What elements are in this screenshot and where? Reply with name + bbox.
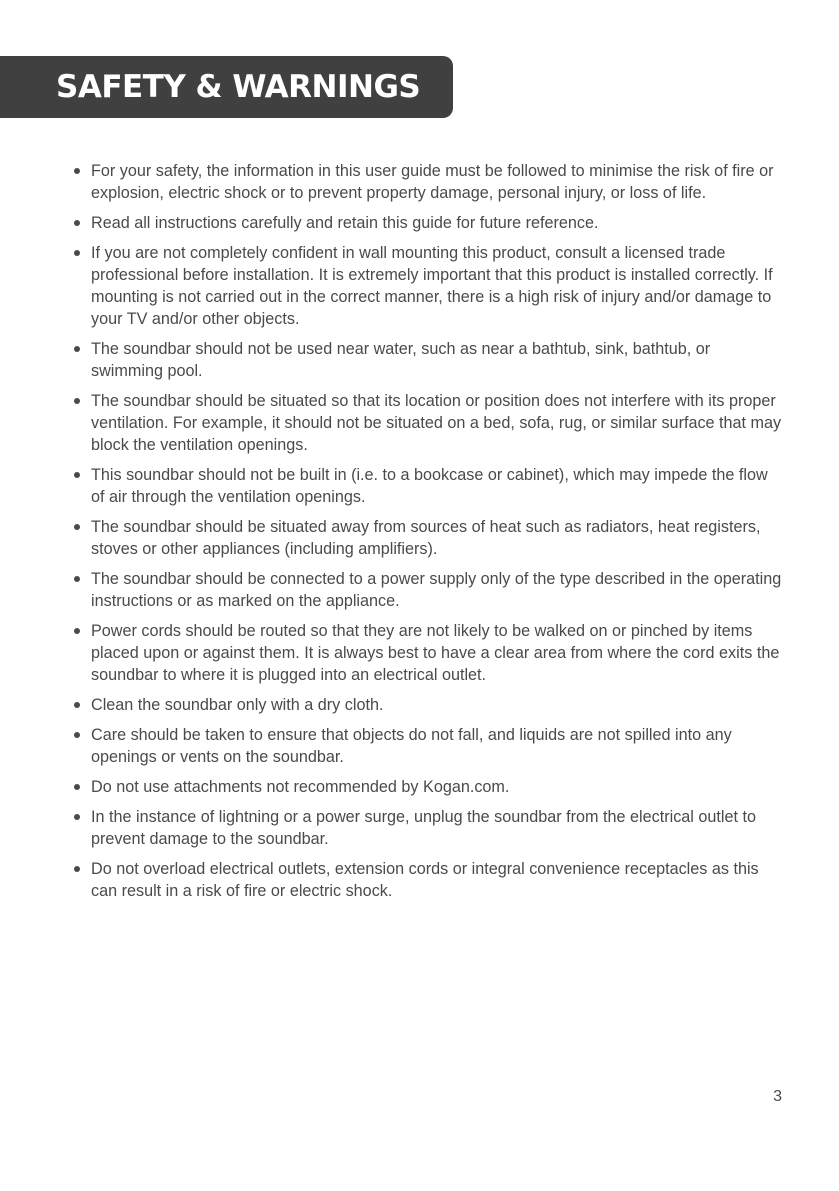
bullet-icon bbox=[74, 814, 80, 820]
warning-text: The soundbar should be connected to a power supply only of the type described in the operating instructions or as marked on the appliance. bbox=[91, 570, 782, 610]
warning-text: Read all instructions carefully and retain this guide for future reference. bbox=[91, 214, 599, 232]
bullet-icon bbox=[74, 732, 80, 738]
bullet-icon bbox=[74, 628, 80, 634]
warning-item bbox=[72, 338, 784, 382]
warning-item bbox=[72, 390, 784, 456]
warning-item bbox=[72, 212, 784, 234]
safety-warnings-list bbox=[72, 160, 784, 910]
warning-item bbox=[72, 724, 784, 768]
warning-text: In the instance of lightning or a power surge, unplug the soundbar from the electrical outlet to prevent damage to the soundbar. bbox=[91, 808, 756, 848]
warning-text: Clean the soundbar only with a dry cloth. bbox=[91, 696, 384, 714]
bullet-icon bbox=[74, 702, 80, 708]
warning-item bbox=[72, 694, 784, 716]
warning-item bbox=[72, 516, 784, 560]
bullet-icon bbox=[74, 250, 80, 256]
bullet-icon bbox=[74, 866, 80, 872]
warning-item bbox=[72, 464, 784, 508]
warning-item bbox=[72, 806, 784, 850]
section-title: SAFETY & WARNINGS bbox=[56, 69, 421, 105]
warning-item bbox=[72, 858, 784, 902]
warning-item bbox=[72, 568, 784, 612]
warning-text: Power cords should be routed so that they are not likely to be walked on or pinched by items placed upon or against them. It is always best to have a clear area from where the cord exits the soundbar to where it is plugged into an electrical outlet. bbox=[91, 622, 780, 684]
warning-text: This soundbar should not be built in (i.e. to a bookcase or cabinet), which may impede the flow of air through the ventilation openings. bbox=[91, 466, 768, 506]
bullet-icon bbox=[74, 220, 80, 226]
bullet-icon bbox=[74, 346, 80, 352]
warning-item bbox=[72, 160, 784, 204]
warning-item bbox=[72, 242, 784, 330]
bullet-icon bbox=[74, 524, 80, 530]
warning-text: For your safety, the information in this user guide must be followed to minimise the risk of fire or explosion, electric shock or to prevent property damage, personal injury, or loss of life. bbox=[91, 162, 774, 202]
warning-text: Do not use attachments not recommended by Kogan.com. bbox=[91, 778, 510, 796]
page-number: 3 bbox=[773, 1088, 782, 1105]
warning-text: Care should be taken to ensure that objects do not fall, and liquids are not spilled into any openings or vents on the soundbar. bbox=[91, 726, 732, 766]
warning-text: Do not overload electrical outlets, extension cords or integral convenience receptacles as this can result in a risk of fire or electric shock. bbox=[91, 860, 759, 900]
bullet-icon bbox=[74, 168, 80, 174]
warning-text: The soundbar should be situated away from sources of heat such as radiators, heat registers, stoves or other appliances (including amplifiers). bbox=[91, 518, 761, 558]
section-header-banner bbox=[0, 56, 453, 118]
bullet-icon bbox=[74, 398, 80, 404]
bullet-icon bbox=[74, 784, 80, 790]
bullet-icon bbox=[74, 472, 80, 478]
warning-text: The soundbar should be situated so that its location or position does not interfere with its proper ventilation. For example, it should not be situated on a bed, sofa, rug, or similar surface that may block the ventilation openings. bbox=[91, 392, 782, 454]
warning-text: The soundbar should not be used near water, such as near a bathtub, sink, bathtub, or swimming pool. bbox=[91, 340, 711, 380]
warning-item bbox=[72, 776, 784, 798]
warning-item bbox=[72, 620, 784, 686]
bullet-icon bbox=[74, 576, 80, 582]
warning-text: If you are not completely confident in wall mounting this product, consult a licensed trade professional before installation. It is extremely important that this product is installed correctly. If mounting is not carried out in the correct manner, there is a high risk of injury and/or damage to your TV and/or other objects. bbox=[91, 244, 773, 328]
